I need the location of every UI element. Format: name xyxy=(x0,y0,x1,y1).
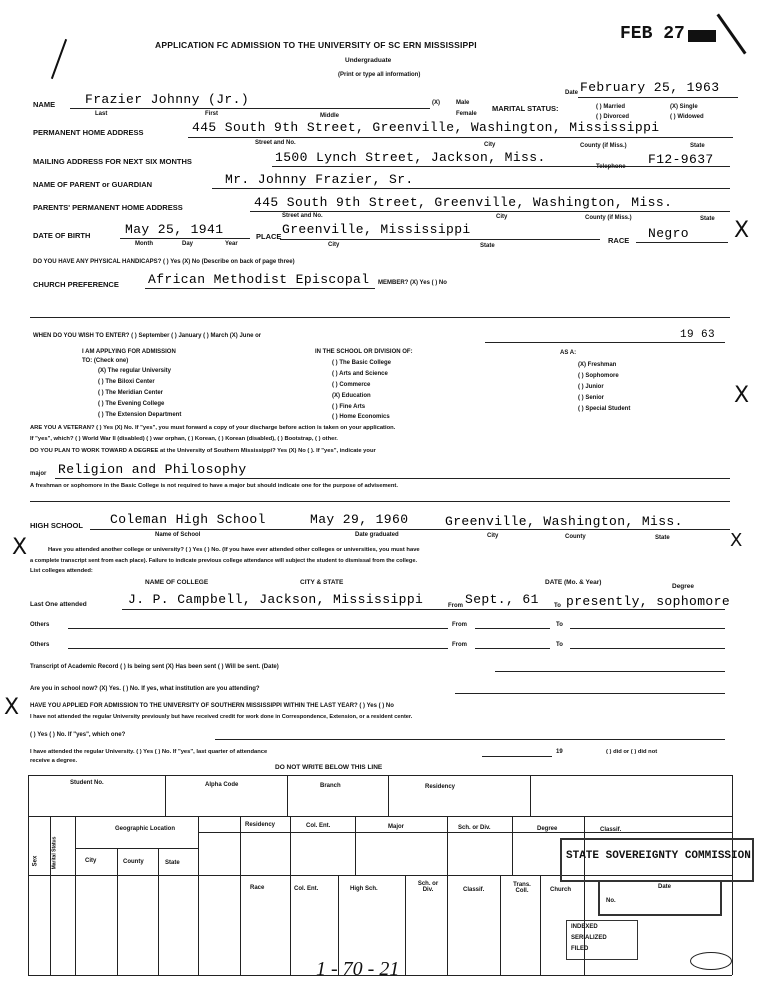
high-school-line xyxy=(90,529,730,530)
others-label-1: Others xyxy=(30,622,50,628)
geo-county-header: County xyxy=(123,859,144,865)
geo-location-header: Geographic Location xyxy=(114,826,175,832)
birth-line xyxy=(120,238,250,239)
birth-label: DATE OF BIRTH xyxy=(33,231,91,240)
margin-x-mark-4: X xyxy=(730,530,743,551)
mailing-address-label: MAILING ADDRESS FOR NEXT SIX MONTHS xyxy=(33,157,192,166)
hs-sub-city: City xyxy=(487,533,499,539)
guardian-value: Mr. Johnny Frazier, Sr. xyxy=(225,172,414,187)
sex-header: Sex xyxy=(32,855,39,867)
guardian-line xyxy=(212,188,730,189)
birth-sub-day: Day xyxy=(182,241,194,247)
receive-degree: receive a degree. xyxy=(30,758,78,764)
parents-sub-county: County (if Miss.) xyxy=(585,215,632,221)
perm-sub-street: Street and No. xyxy=(255,140,296,146)
geo-city-header: City xyxy=(85,858,97,864)
other-college-warning: a complete transcript sent from each place). Failure to indicate previous college attendance will subject the student to dismissal from the college. xyxy=(30,558,417,564)
others-from-line-1 xyxy=(475,628,550,629)
marital-status-header: Marital Status xyxy=(51,836,58,870)
stamp-no-label: No. xyxy=(606,898,616,904)
in-school-question: Are you in school now? (X) Yes. ( ) No. If yes, what institution are you attending? xyxy=(30,686,260,692)
high-school-place: Greenville, Washington, Miss. xyxy=(445,514,683,529)
others-to-line-1 xyxy=(570,628,725,629)
high-school-date: May 29, 1960 xyxy=(310,512,409,527)
church-member: MEMBER? (X) Yes ( ) No xyxy=(378,280,447,286)
form-title: APPLICATION FC ADMISSION TO THE UNIVERSITY OF SC ERN MISSISSIPPI xyxy=(155,40,477,50)
degree-question: DO YOU PLAN TO WORK TOWARD A DEGREE at the University of Southern Mississippi? Yes (X) No ( ). If "yes", indicate your xyxy=(30,448,376,454)
division-option-arts: ( ) Arts and Science xyxy=(332,371,388,377)
church-header: Church xyxy=(550,887,571,893)
major-label: major xyxy=(30,471,47,477)
other-college-list: List colleges attended: xyxy=(30,568,93,574)
race-value: Negro xyxy=(648,226,690,241)
grid-line xyxy=(198,816,199,975)
veteran-question: ARE YOU A VETERAN? ( ) Yes (X) No. If "yes", you must forward a copy of your discharge before action is taken on your application. xyxy=(30,425,396,431)
birth-value: May 25, 1941 xyxy=(125,222,224,237)
permanent-address-label: PERMANENT HOME ADDRESS xyxy=(33,128,144,137)
stamp-serialized: SERIALIZED xyxy=(571,935,607,941)
sch-div-header: Sch. or Div. xyxy=(458,825,491,831)
others-to-line-2 xyxy=(570,648,725,649)
grid-line xyxy=(117,848,118,975)
others-label-2: Others xyxy=(30,642,50,648)
student-no-header: Student No. xyxy=(70,780,104,786)
as-option-junior: ( ) Junior xyxy=(578,384,604,390)
parents-sub-street: Street and No. xyxy=(282,213,323,219)
grid-line xyxy=(75,816,76,975)
credit-statement: I have not attended the regular University previously but have received credit for work done in Correspondence, Extension, or a resident center. xyxy=(30,714,413,720)
name-sub-first: First xyxy=(205,111,219,117)
marital-label: MARITAL STATUS: xyxy=(492,104,559,113)
attended-year-prefix: 19 xyxy=(556,749,563,755)
phone-value: F12-9637 xyxy=(648,152,714,167)
attended-statement: I have attended the regular University. ( ) Yes ( ) No. If "yes", last quarter of attendance xyxy=(30,749,268,755)
attended-quarter-line xyxy=(482,756,552,757)
office-notice: DO NOT WRITE BELOW THIS LINE xyxy=(275,764,383,771)
veteran-which: If "yes", which? ( ) World War II (disabled) ( ) war orphan, ( ) Korean, ( ) Korean (disabled), ( ) Bootstrap, ( ) other. xyxy=(30,436,338,442)
major-value: Religion and Philosophy xyxy=(58,462,247,477)
col-name-header: NAME OF COLLEGE xyxy=(145,579,209,586)
date-label: Date xyxy=(565,90,579,96)
margin-x-mark: X xyxy=(734,218,750,243)
applying-to: TO: (Check one) xyxy=(82,358,129,364)
grid-line xyxy=(512,816,513,875)
attended-degree-choice: ( ) did or ( ) did not xyxy=(606,749,658,755)
last-attended-value: J. P. Campbell, Jackson, Mississippi xyxy=(128,592,424,607)
applying-heading: I AM APPLYING FOR ADMISSION xyxy=(82,349,176,355)
grid-line xyxy=(405,875,406,975)
col-ent-header: Col. Ent. xyxy=(306,823,331,829)
birth-sub-month: Month xyxy=(135,241,153,247)
residency-header: Residency xyxy=(425,784,456,790)
hs-sub-county: County xyxy=(565,534,586,540)
applying-option-biloxi: ( ) The Biloxi Center xyxy=(98,379,155,385)
grid-line xyxy=(355,816,356,875)
last-attended-line xyxy=(122,609,725,610)
grid-line xyxy=(75,848,198,849)
in-school-line xyxy=(455,693,725,694)
sex-female: Female xyxy=(456,111,477,117)
col-city-header: CITY & STATE xyxy=(300,579,344,586)
grid-line xyxy=(240,816,241,975)
birth-sub-year: Year xyxy=(225,241,238,247)
grid-line xyxy=(158,848,159,975)
transcript-question: Transcript of Academic Record ( ) Is being sent (X) Has been sent ( ) Will be sent. (Date) xyxy=(30,664,279,670)
pen-mark-left xyxy=(51,39,67,79)
other-college-question: Have you attended another college or university? ( ) Yes ( ) No. (If you have ever attended other colleges or universities, you must have xyxy=(48,547,420,553)
name-label: NAME xyxy=(33,100,56,109)
file-number: 1 - 70 - 21 xyxy=(316,958,400,980)
high-school-name: Coleman High School xyxy=(110,512,266,527)
date-number-stamp xyxy=(598,880,722,916)
others-line-2 xyxy=(68,648,448,649)
race-line xyxy=(636,242,728,243)
birth-sub-state: State xyxy=(480,243,495,249)
permanent-address-line xyxy=(188,137,733,138)
parents-address-label: PARENTS' PERMANENT HOME ADDRESS xyxy=(33,203,183,212)
grid-line xyxy=(388,775,389,816)
as-a-heading: AS A: xyxy=(560,350,577,356)
to-value: presently, sophomore xyxy=(566,594,731,609)
grid-line xyxy=(28,775,29,975)
high-sch-header: High Sch. xyxy=(350,886,378,892)
alpha-code-header: Alpha Code xyxy=(205,782,239,788)
grid-line xyxy=(500,875,501,975)
enter-year: 19 63 xyxy=(680,329,716,341)
others-line-1 xyxy=(68,628,448,629)
to-label: To xyxy=(554,603,561,609)
division-option-basic: ( ) The Basic College xyxy=(332,360,392,366)
credit-which-line xyxy=(215,739,725,740)
applying-option-evening: ( ) The Evening College xyxy=(98,401,165,407)
major-header: Major xyxy=(388,824,405,830)
col-date-header: DATE (Mo. & Year) xyxy=(545,579,602,586)
received-stamp-date: FEB 27 xyxy=(620,24,685,44)
applied-question: HAVE YOU APPLIED FOR ADMISSION TO THE UNIVERSITY OF SOUTHERN MISSISSIPPI WITHIN THE LAST YEAR? ( ) Yes ( ) No xyxy=(30,703,394,709)
date-line xyxy=(578,97,738,98)
division-option-commerce: ( ) Commerce xyxy=(332,382,371,388)
marital-single: (X) Single xyxy=(670,104,698,110)
hs-sub-date: Date graduated xyxy=(355,532,399,538)
name-value: Frazier Johnny (Jr.) xyxy=(85,92,250,107)
form-subtitle: Undergraduate xyxy=(345,57,392,64)
classif-header: Classif. xyxy=(600,827,622,833)
division-heading: IN THE SCHOOL OR DIVISION OF: xyxy=(315,349,413,355)
from-value: Sept., 61 xyxy=(465,592,539,607)
race-label: RACE xyxy=(608,236,630,245)
high-school-label: HIGH SCHOOL xyxy=(30,521,83,530)
grid-line xyxy=(540,875,541,975)
degree-header: Degree xyxy=(537,826,558,832)
division-option-education: (X) Education xyxy=(332,393,371,399)
birth-place-value: Greenville, Mississippi xyxy=(282,222,471,237)
enter-question: WHEN DO YOU WISH TO ENTER? ( ) September ( ) January ( ) March (X) June or xyxy=(33,333,262,339)
guardian-label: NAME OF PARENT or GUARDIAN xyxy=(33,180,153,189)
from-label-2: From xyxy=(452,622,467,628)
major-note: A freshman or sophomore in the Basic College is not required to have a major but should indicate one for the purpose of advisement. xyxy=(30,483,398,489)
church-line xyxy=(145,288,375,289)
marital-widowed: ( ) Widowed xyxy=(670,114,704,120)
grid-line xyxy=(290,816,291,975)
classif-header-2: Classif. xyxy=(463,887,485,893)
phone-label: Telephone xyxy=(596,164,626,170)
stamp-indexed: INDEXED xyxy=(571,924,598,930)
credit-which: ( ) Yes ( ) No. If "yes", which one? xyxy=(30,732,126,738)
section-divider xyxy=(30,317,730,318)
as-option-senior: ( ) Senior xyxy=(578,395,605,401)
perm-sub-state: State xyxy=(690,143,705,149)
sex-male: Male xyxy=(456,100,470,106)
applying-option-extension: ( ) The Extension Department xyxy=(98,412,182,418)
division-option-home-ec: ( ) Home Economics xyxy=(332,414,390,420)
sex-mark: (X) xyxy=(432,100,440,106)
handwritten-mark xyxy=(690,952,732,970)
church-label: CHURCH PREFERENCE xyxy=(33,280,119,289)
name-line xyxy=(70,108,430,109)
birth-sub-city: City xyxy=(328,242,340,248)
last-attended-label: Last One attended xyxy=(30,601,87,608)
col-ent-header-2: Col. Ent. xyxy=(294,886,319,892)
perm-sub-county: County (if Miss.) xyxy=(580,143,627,149)
section-divider-2 xyxy=(30,501,730,502)
parents-sub-city: City xyxy=(496,214,508,220)
grid-line xyxy=(28,775,732,776)
marital-divorced: ( ) Divorced xyxy=(596,114,630,120)
applying-option-meridian: ( ) The Meridian Center xyxy=(98,390,164,396)
others-from-line-2 xyxy=(475,648,550,649)
grid-line xyxy=(447,816,448,975)
grid-line xyxy=(287,775,288,816)
from-label: From xyxy=(448,603,463,609)
received-stamp-blot xyxy=(688,30,716,42)
birth-place-line xyxy=(280,239,600,240)
form-instruction: (Print or type all information) xyxy=(338,72,421,78)
enter-line xyxy=(485,342,725,343)
indexed-stamp xyxy=(566,920,638,960)
sch-div-header-2: Sch. or Div. xyxy=(417,881,439,893)
handicap-question: DO YOU HAVE ANY PHYSICAL HANDICAPS? ( ) Yes (X) No (Describe on back of page three) xyxy=(33,259,295,265)
hs-sub-state: State xyxy=(655,535,670,541)
parents-address-line xyxy=(250,211,730,212)
name-sub-last: Last xyxy=(95,111,108,117)
date-value: February 25, 1963 xyxy=(580,80,720,95)
col-degree-header: Degree xyxy=(672,583,695,590)
stamp-text: STATE SOVEREIGNTY COMMISSION xyxy=(566,850,751,862)
sovereignty-commission-stamp xyxy=(560,838,754,882)
from-label-3: From xyxy=(452,642,467,648)
hs-sub-name: Name of School xyxy=(155,532,201,538)
name-sub-middle: Middle xyxy=(320,113,339,119)
transcript-line xyxy=(495,671,725,672)
grid-line xyxy=(530,775,531,816)
perm-sub-city: City xyxy=(484,142,496,148)
church-value: African Methodist Episcopal xyxy=(148,272,370,287)
mailing-address-value: 1500 Lynch Street, Jackson, Miss. xyxy=(275,150,546,165)
parents-address-value: 445 South 9th Street, Greenville, Washington, Miss. xyxy=(254,195,673,210)
marital-married: ( ) Married xyxy=(596,104,626,110)
grid-line xyxy=(198,832,732,833)
major-line xyxy=(55,478,730,479)
to-label-3: To xyxy=(556,642,563,648)
geo-state-header: State xyxy=(165,860,180,866)
residency-header-2: Residency xyxy=(245,822,276,828)
margin-x-mark-3: X xyxy=(12,535,28,560)
branch-header: Branch xyxy=(320,783,341,789)
trans-coll-header: Trans. Coll. xyxy=(513,882,531,894)
parents-sub-state: State xyxy=(700,216,715,222)
as-option-freshman: (X) Freshman xyxy=(578,362,617,368)
grid-line xyxy=(28,816,732,817)
applying-option-regular: (X) The regular University xyxy=(98,368,172,374)
grid-line xyxy=(165,775,166,816)
permanent-address-value: 445 South 9th Street, Greenville, Washington, Mississippi xyxy=(192,120,660,135)
pen-mark xyxy=(717,13,747,54)
to-label-2: To xyxy=(556,622,563,628)
stamp-filed: FILED xyxy=(571,946,589,952)
birth-place-label: PLACE xyxy=(256,232,282,241)
as-option-special: ( ) Special Student xyxy=(578,406,631,412)
stamp-date-label: Date xyxy=(658,884,672,890)
division-option-fine-arts: ( ) Fine Arts xyxy=(332,404,366,410)
margin-x-mark-2: X xyxy=(734,383,750,408)
race-header: Race xyxy=(250,885,265,891)
margin-x-mark-5: X xyxy=(4,695,20,720)
as-option-sophomore: ( ) Sophomore xyxy=(578,373,619,379)
